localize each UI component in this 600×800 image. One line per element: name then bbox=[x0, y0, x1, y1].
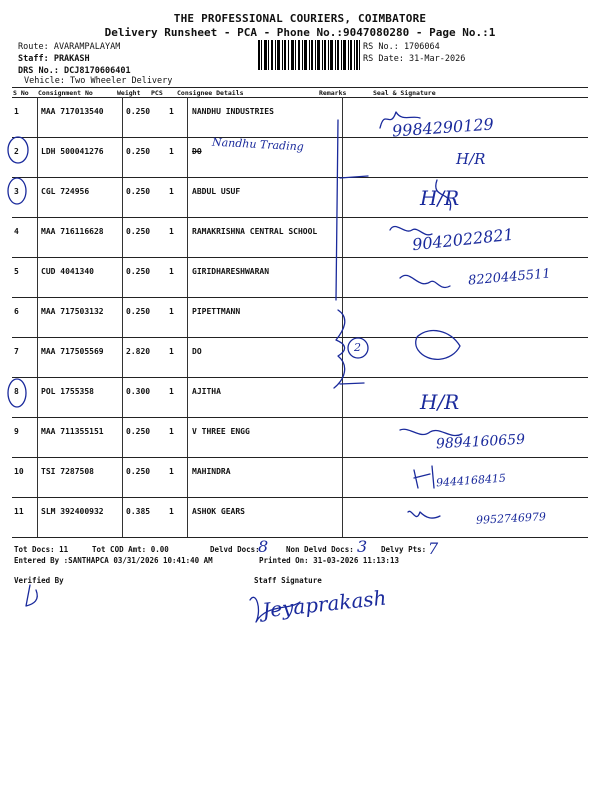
row-consignment: MAA 717503132 bbox=[41, 307, 104, 316]
delivered-docs-label: Delvd Docs: bbox=[210, 545, 260, 554]
row-consignee: PIPETTMANN bbox=[192, 307, 241, 316]
non-delivered-docs-label: Non Delvd Docs: bbox=[286, 545, 354, 554]
handwritten-phone: 9894160659 bbox=[435, 431, 526, 453]
row-sno: 3 bbox=[14, 187, 19, 196]
row-consignee: RAMAKRISHNA CENTRAL SCHOOL bbox=[192, 227, 318, 236]
row-consignment: CUD 4041340 bbox=[41, 267, 94, 276]
row-weight: 0.300 bbox=[126, 387, 151, 396]
handwritten-consignee: Nandhu Trading bbox=[211, 135, 305, 154]
row-weight: 0.250 bbox=[126, 147, 151, 156]
handwritten-phone: 9444168415 bbox=[435, 471, 507, 490]
printed-on: Printed On: 31-03-2026 11:13:13 bbox=[259, 556, 399, 565]
row-consignment: SLM 392400932 bbox=[41, 507, 104, 516]
col-pcs: PCS bbox=[151, 89, 163, 97]
handwritten-hr: H/R bbox=[420, 390, 460, 414]
non-delivered-count: 3 bbox=[357, 537, 368, 556]
row-sno: 6 bbox=[14, 307, 19, 316]
row-weight: 0.250 bbox=[126, 267, 151, 276]
staff-signature-label: Staff Signature bbox=[254, 576, 322, 585]
handwritten-phone: 8220445511 bbox=[467, 266, 552, 289]
row-sno: 5 bbox=[14, 267, 19, 276]
col-sno: S No bbox=[13, 89, 29, 97]
row-pcs: 1 bbox=[169, 307, 174, 316]
drs-label: DRS No.: DCJ8170606401 bbox=[18, 66, 131, 76]
row-consignment: TSI 7287508 bbox=[41, 467, 94, 476]
row-consignee: ABDUL USUF bbox=[192, 187, 241, 196]
row-sno: 9 bbox=[14, 427, 19, 436]
row-sno: 10 bbox=[14, 467, 24, 476]
row-sno: 11 bbox=[14, 507, 24, 516]
row-weight: 0.250 bbox=[126, 307, 151, 316]
col-seal-signature: Seal & Signature bbox=[373, 89, 436, 97]
row-pcs: 1 bbox=[169, 467, 174, 476]
delivered-count: 8 bbox=[258, 537, 269, 556]
delivery-points-count: 7 bbox=[428, 539, 439, 558]
circle-mark bbox=[8, 379, 26, 407]
circle-mark bbox=[8, 137, 28, 163]
delivery-points-label: Delvy Pts: bbox=[381, 545, 427, 554]
scribble-mark bbox=[400, 275, 450, 287]
row-consignment: MAA 716116628 bbox=[41, 227, 104, 236]
row-consignment: POL 1755358 bbox=[41, 387, 94, 396]
rs-date: RS Date: 31-Mar-2026 bbox=[363, 54, 466, 64]
row-sno: 1 bbox=[14, 107, 19, 116]
handwritten-phone: 9042022821 bbox=[411, 224, 515, 255]
row-consignment: LDH 500041276 bbox=[41, 147, 104, 156]
row-consignee: DO bbox=[192, 147, 202, 156]
row-consignee: ASHOK GEARS bbox=[192, 507, 245, 516]
dash-mark bbox=[340, 383, 364, 384]
row-weight: 0.250 bbox=[126, 107, 151, 116]
row-pcs: 1 bbox=[169, 507, 174, 516]
row-weight: 0.250 bbox=[126, 427, 151, 436]
verified-by-label: Verified By bbox=[14, 576, 64, 585]
row-consignment: MAA 717505569 bbox=[41, 347, 104, 356]
total-cod: Tot COD Amt: 0.00 bbox=[92, 545, 169, 554]
row-sno: 2 bbox=[14, 147, 19, 156]
entered-by: Entered By :SANTHAPCA 03/31/2026 10:41:40 AM bbox=[14, 556, 213, 565]
handwritten-phone: 9984290129 bbox=[391, 114, 495, 141]
runsheet-title: Delivery Runsheet - PCA - Phone No.:9047080280 - Page No.:1 bbox=[104, 26, 496, 39]
staff-signature: Jeyaprakash bbox=[261, 585, 388, 623]
row-pcs: 1 bbox=[169, 107, 174, 116]
row-consignment: CGL 724956 bbox=[41, 187, 90, 196]
row-pcs: 1 bbox=[169, 387, 174, 396]
brace-mark bbox=[334, 310, 345, 388]
company-title: THE PROFESSIONAL COURIERS, COIMBATORE bbox=[173, 12, 427, 25]
staff-label: Staff: PRAKASH bbox=[18, 54, 90, 64]
row-consignment: MAA 711355151 bbox=[41, 427, 104, 436]
row-pcs: 1 bbox=[169, 347, 174, 356]
row-weight: 2.820 bbox=[126, 347, 151, 356]
brace-mark bbox=[336, 120, 338, 300]
circle-mark bbox=[8, 178, 26, 204]
col-consignee: Consignee Details bbox=[177, 89, 244, 97]
row-consignee: MAHINDRA bbox=[192, 467, 231, 476]
row-pcs: 1 bbox=[169, 147, 174, 156]
col-weight: Weight bbox=[117, 89, 141, 97]
row-consignee: AJITHA bbox=[192, 387, 221, 396]
total-docs: Tot Docs: 11 bbox=[14, 545, 69, 554]
scribble-mark bbox=[416, 331, 460, 360]
handwritten-phone: 9952746979 bbox=[475, 510, 547, 527]
vehicle-label: Vehicle: Two Wheeler Delivery bbox=[24, 76, 173, 86]
scribble-mark bbox=[408, 511, 440, 518]
row-weight: 0.250 bbox=[126, 227, 151, 236]
row-sno: 4 bbox=[14, 227, 19, 236]
row-consignee: NANDHU INDUSTRIES bbox=[192, 107, 274, 116]
row-consignee: DO bbox=[192, 347, 202, 356]
row-weight: 0.250 bbox=[126, 187, 151, 196]
row-sno: 7 bbox=[14, 347, 19, 356]
row-weight: 0.250 bbox=[126, 467, 151, 476]
verified-mark bbox=[26, 585, 37, 606]
dash-mark bbox=[340, 176, 368, 178]
scribble-mark bbox=[414, 466, 434, 488]
row-consignee: GIRIDHARESHWARAN bbox=[192, 267, 270, 276]
route-label: Route: AVARAMPALAYAM bbox=[18, 42, 121, 52]
col-consignment: Consignment No bbox=[38, 89, 93, 97]
row-pcs: 1 bbox=[169, 427, 174, 436]
row-sno: 8 bbox=[14, 387, 19, 396]
handwritten-hr: H/R bbox=[456, 150, 486, 168]
row-pcs: 1 bbox=[169, 227, 174, 236]
row-consignee: V THREE ENGG bbox=[192, 427, 250, 436]
col-remarks: Remarks bbox=[319, 89, 347, 97]
row-weight: 0.385 bbox=[126, 507, 151, 516]
row-pcs: 1 bbox=[169, 187, 174, 196]
row-pcs: 1 bbox=[169, 267, 174, 276]
row-consignment: MAA 717013540 bbox=[41, 107, 104, 116]
handwritten-mark: 2 bbox=[354, 341, 361, 354]
handwritten-hr: H/R bbox=[420, 186, 460, 210]
rs-number: RS No.: 1706064 bbox=[363, 42, 440, 52]
